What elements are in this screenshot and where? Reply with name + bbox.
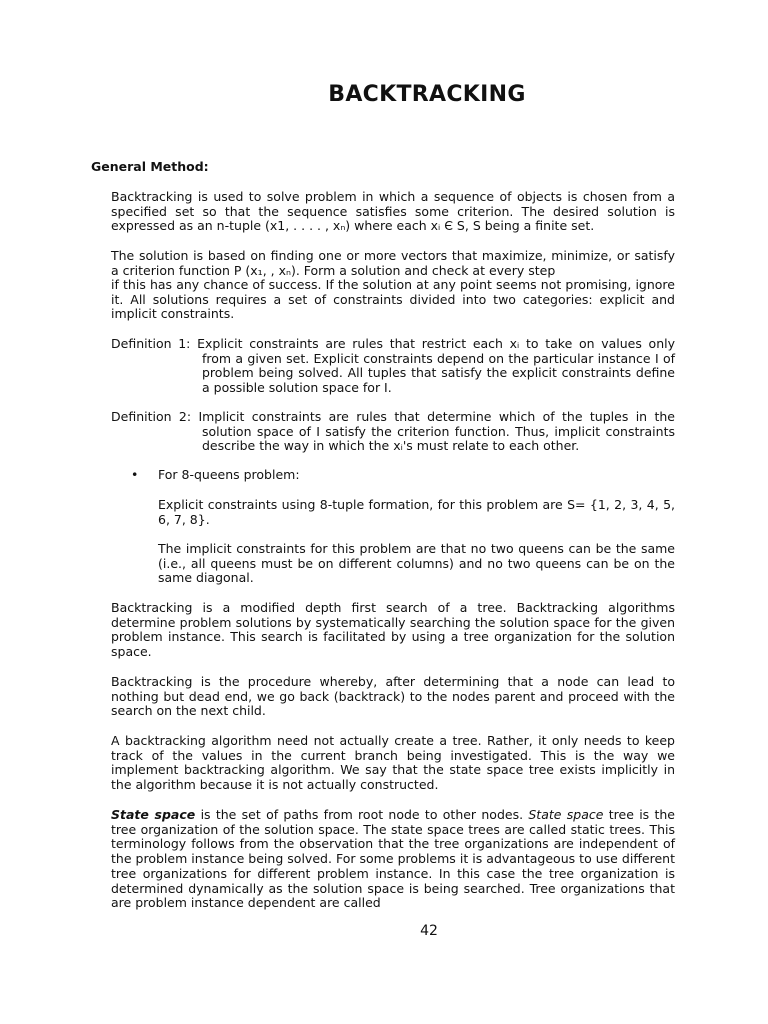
definition-2-continuation: solution space of I satisfy the criterion function. Thus, implicit constraints describe the way in which the xᵢ's must relate to each other. — [202, 423, 675, 454]
definition-1-label: Definition 1: — [111, 336, 191, 351]
paragraph-intro: Backtracking is used to solve problem in which a sequence of objects is chosen from a specified set so that the sequence satisfies some criterion. The desired solution is expressed as an n-tuple (x1, . . . . , xₙ) where each xᵢ Є S, S being a finite set. — [111, 189, 675, 234]
definition-2 — [111, 410, 675, 454]
paragraph-procedure: Backtracking is the procedure whereby, after determining that a node can lead to nothing but dead end, we go back (backtrack) to the nodes parent and proceed with the search on the next child. — [111, 674, 675, 719]
definition-2-text: Implicit constraints are rules that determine which of the tuples in the — [198, 409, 675, 424]
section-heading: General Method: — [91, 159, 209, 174]
definition-2-label: Definition 2: — [111, 409, 192, 424]
state-space-text-2: tree is the tree organization of the solution space. The state space trees are called static trees. This terminology follows from the observation that the tree organizations are independent of the problem instance being solved. For some problems it is advantageous to use different tree organizations for different problem instance. In this case the tree organization is determined dynamically as the solution space is being searched. Tree organizations that are problem instance dependent are called — [111, 807, 675, 911]
definition-1-continuation: from a given set. Explicit constraints depend on the particular instance I of problem being solved. All tuples that satisfy the explicit constraints define a possible solution space for I. — [202, 350, 675, 396]
paragraph-state-space — [111, 808, 675, 911]
paragraph-constraints: if this has any chance of success. If the solution at any point seems not promising, ignore it. All solutions requires a set of constraints divided into two categories: explicit and implicit constraints. — [111, 277, 675, 322]
definition-1 — [111, 337, 675, 396]
state-space-term-italic: State space — [528, 807, 604, 822]
paragraph-solution-basis: The solution is based on finding one or more vectors that maximize, minimize, or satisfy a criterion function P (x₁, , xₙ). Form a solution and check at every step — [111, 248, 675, 278]
definition-1-text: Explicit constraints are rules that restrict each xᵢ to take on values only — [197, 336, 675, 351]
state-space-term-bold: State space — [111, 807, 196, 822]
bullet-sub-paragraph-explicit: Explicit constraints using 8-tuple formation, for this problem are S= {1, 2, 3, 4, 5, 6, 7, 8}. — [158, 497, 675, 527]
paragraph-dfs: Backtracking is a modified depth first search of a tree. Backtracking algorithms determine problem solutions by systematically searching the solution space for the given problem instance. This search is facilitated by using a tree organization for the solution space. — [111, 600, 675, 660]
definition-2-first-line — [111, 410, 675, 425]
page-number: 42 — [420, 923, 438, 939]
paragraph-implicit-tree: A backtracking algorithm need not actually create a tree. Rather, it only needs to keep track of the values in the current branch being investigated. This is the way we implement backtracking algorithm. We say that the state space tree exists implicitly in the algorithm because it is not actually constructed. — [111, 733, 675, 793]
state-space-text-1: is the set of paths from root node to other nodes. — [195, 807, 529, 822]
definition-1-first-line — [111, 337, 675, 352]
bullet-text: For 8-queens problem: — [158, 467, 300, 482]
page-title: BACKTRACKING — [328, 82, 526, 107]
bullet-sub-paragraph-implicit: The implicit constraints for this problem are that no two queens can be the same (i.e., all queens must be on different columns) and no two queens can be on the same diagonal. — [158, 541, 675, 586]
bullet-dot-icon: • — [131, 467, 139, 482]
